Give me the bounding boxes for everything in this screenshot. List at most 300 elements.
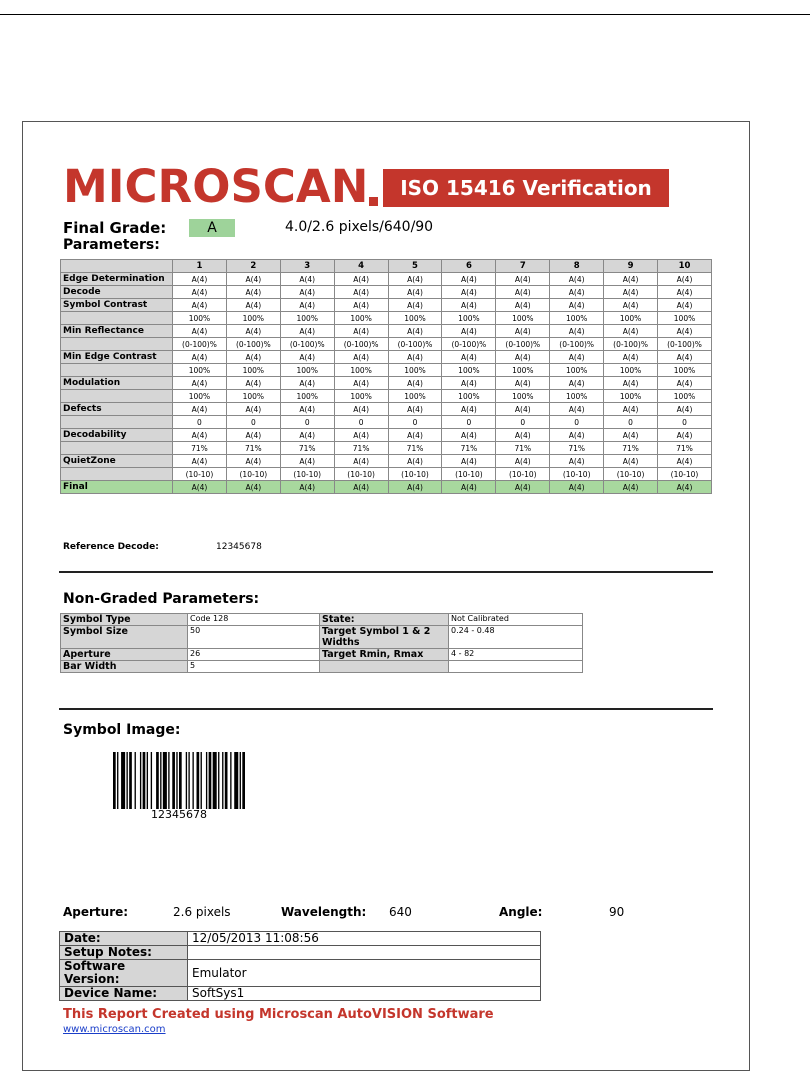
barcode-human-readable: 12345678 [151, 808, 207, 821]
parameter-value: 71% [173, 442, 227, 455]
parameter-value: A(4) [604, 481, 658, 494]
parameter-row [61, 468, 712, 481]
column-header: 9 [604, 260, 658, 273]
barcode-bar [225, 752, 228, 809]
parameter-row [61, 351, 712, 364]
parameter-value: 0 [388, 416, 442, 429]
barcode-bar [129, 752, 132, 809]
parameter-value: 100% [604, 312, 658, 325]
parameter-value: A(4) [496, 403, 550, 416]
barcode-bar [160, 752, 161, 809]
parameter-value: A(4) [604, 351, 658, 364]
parameter-value: A(4) [226, 286, 280, 299]
non-graded-value: Code 128 [188, 614, 320, 626]
parameter-value: A(4) [280, 286, 334, 299]
barcode-bar [143, 752, 146, 809]
column-header: 4 [334, 260, 388, 273]
parameter-value: A(4) [334, 325, 388, 338]
parameter-value: (10-10) [550, 468, 604, 481]
parameter-value: 100% [173, 364, 227, 377]
parameter-value: 71% [280, 442, 334, 455]
barcode-bar [117, 752, 118, 809]
parameter-value: 100% [658, 312, 712, 325]
parameter-value: (0-100)% [173, 338, 227, 351]
parameter-value: A(4) [658, 299, 712, 312]
parameter-value: 71% [442, 442, 496, 455]
barcode-bar [188, 752, 189, 809]
info-label: Setup Notes: [60, 946, 188, 960]
parameter-value: A(4) [226, 299, 280, 312]
parameter-value: 71% [604, 442, 658, 455]
parameter-value: A(4) [658, 403, 712, 416]
parameter-value: A(4) [442, 325, 496, 338]
barcode-bar [230, 752, 231, 809]
barcode-image [113, 752, 245, 809]
parameter-value: 0 [334, 416, 388, 429]
parameter-value: A(4) [550, 481, 604, 494]
barcode-bar [206, 752, 207, 809]
barcode-bar [176, 752, 177, 809]
parameter-value: 100% [496, 312, 550, 325]
parameter-value: A(4) [442, 286, 496, 299]
logo-text: MICROSCAN [63, 160, 369, 213]
info-label: Device Name: [60, 987, 188, 1001]
parameter-value: A(4) [226, 325, 280, 338]
parameter-value: A(4) [173, 299, 227, 312]
parameter-row [61, 416, 712, 429]
parameter-value: A(4) [226, 403, 280, 416]
non-graded-title: Non-Graded Parameters: [63, 591, 260, 607]
parameter-value: A(4) [550, 325, 604, 338]
parameter-value: 100% [388, 390, 442, 403]
parameter-label: Decode [61, 286, 173, 299]
logo-dot [369, 197, 378, 206]
parameter-row [61, 377, 712, 390]
parameter-value: (0-100)% [658, 338, 712, 351]
info-row [60, 987, 541, 1001]
parameter-value: 71% [658, 442, 712, 455]
column-header: 2 [226, 260, 280, 273]
parameter-value: 0 [658, 416, 712, 429]
parameter-value: A(4) [496, 377, 550, 390]
aperture-value: 2.6 pixels [173, 905, 231, 919]
parameters-body [61, 273, 712, 494]
non-graded-row [61, 661, 583, 673]
parameter-value: A(4) [496, 455, 550, 468]
parameter-value: 100% [550, 364, 604, 377]
parameter-label: Min Edge Contrast [61, 351, 173, 364]
parameter-value: (10-10) [604, 468, 658, 481]
parameter-value: (0-100)% [550, 338, 604, 351]
parameter-value: 100% [442, 390, 496, 403]
parameter-value: 0 [604, 416, 658, 429]
parameter-value: A(4) [442, 481, 496, 494]
parameter-value: A(4) [496, 481, 550, 494]
barcode-bar [197, 752, 200, 809]
parameter-value: 100% [442, 312, 496, 325]
parameter-value: (10-10) [334, 468, 388, 481]
parameter-value: 71% [334, 442, 388, 455]
parameter-value: (10-10) [658, 468, 712, 481]
parameter-value: A(4) [280, 325, 334, 338]
reference-decode-value: 12345678 [216, 542, 262, 552]
barcode-bar [234, 752, 238, 809]
non-graded-label: State: [320, 614, 449, 626]
parameter-label: Defects [61, 403, 173, 416]
non-graded-label: Symbol Type [61, 614, 188, 626]
parameter-row [61, 364, 712, 377]
parameter-value: A(4) [604, 299, 658, 312]
parameter-value: A(4) [658, 286, 712, 299]
parameter-value: A(4) [550, 403, 604, 416]
parameter-value: 0 [173, 416, 227, 429]
parameter-value: 71% [496, 442, 550, 455]
barcode-bar [140, 752, 141, 809]
section-divider [59, 708, 713, 710]
parameter-value: A(4) [550, 286, 604, 299]
info-label: Date: [60, 932, 188, 946]
parameter-value: A(4) [226, 455, 280, 468]
parameter-row [61, 286, 712, 299]
parameter-value: A(4) [496, 286, 550, 299]
reference-decode-label: Reference Decode: [63, 542, 159, 552]
parameter-value: A(4) [604, 455, 658, 468]
parameter-value: 100% [550, 312, 604, 325]
parameter-value: A(4) [496, 299, 550, 312]
parameter-value: A(4) [388, 403, 442, 416]
parameter-value: 100% [173, 390, 227, 403]
parameter-value: A(4) [496, 429, 550, 442]
barcode-bar [113, 752, 116, 809]
parameter-label: QuietZone [61, 455, 173, 468]
parameter-value: (10-10) [442, 468, 496, 481]
parameter-row [61, 338, 712, 351]
parameter-value: 100% [388, 312, 442, 325]
parameter-value: 100% [658, 364, 712, 377]
non-graded-label: Aperture [61, 649, 188, 661]
barcode-bar [126, 752, 127, 809]
parameter-label [61, 468, 173, 481]
parameter-value: A(4) [280, 429, 334, 442]
parameters-table [60, 259, 712, 494]
parameter-value: (10-10) [280, 468, 334, 481]
barcode-bar [147, 752, 148, 809]
parameter-value: 100% [334, 390, 388, 403]
non-graded-value: Not Calibrated [449, 614, 583, 626]
parameter-value: (0-100)% [388, 338, 442, 351]
info-value [188, 946, 541, 960]
parameter-value: A(4) [173, 351, 227, 364]
column-header: 8 [550, 260, 604, 273]
parameter-value: A(4) [334, 455, 388, 468]
parameter-value: A(4) [173, 286, 227, 299]
parameter-value: A(4) [550, 351, 604, 364]
parameter-label [61, 312, 173, 325]
parameter-label: Symbol Contrast [61, 299, 173, 312]
non-graded-label [320, 661, 449, 673]
microscan-logo [63, 160, 378, 213]
parameter-value: 100% [604, 364, 658, 377]
non-graded-value: 5 [188, 661, 320, 673]
parameter-row [61, 429, 712, 442]
parameters-header-row [61, 260, 712, 273]
parameter-value: A(4) [226, 351, 280, 364]
barcode-bar [151, 752, 152, 809]
parameter-value: A(4) [658, 481, 712, 494]
wavelength-label: Wavelength: [281, 905, 367, 919]
parameter-label: Edge Determination [61, 273, 173, 286]
parameter-value: 100% [334, 364, 388, 377]
parameter-value: A(4) [658, 325, 712, 338]
parameter-value: A(4) [173, 325, 227, 338]
created-by-text: This Report Created using Microscan AutoVISION Software [63, 1007, 494, 1022]
parameter-value: A(4) [442, 403, 496, 416]
parameter-value: A(4) [334, 481, 388, 494]
parameter-value: A(4) [658, 455, 712, 468]
non-graded-row [61, 626, 583, 649]
parameter-value: (10-10) [388, 468, 442, 481]
info-row [60, 960, 541, 987]
barcode-bar [213, 752, 217, 809]
barcode-bar [240, 752, 241, 809]
parameter-row [61, 325, 712, 338]
column-header: 5 [388, 260, 442, 273]
column-header: 1 [173, 260, 227, 273]
barcode-bar [242, 752, 245, 809]
parameter-value: 0 [496, 416, 550, 429]
parameter-value: A(4) [280, 377, 334, 390]
parameter-value: 100% [173, 312, 227, 325]
parameter-label: Final [61, 481, 173, 494]
parameter-value: A(4) [280, 455, 334, 468]
angle-value: 90 [609, 905, 625, 919]
parameter-value: A(4) [388, 481, 442, 494]
final-grade-label: Final Grade: [63, 219, 167, 237]
parameter-row [61, 273, 712, 286]
parameter-value: A(4) [442, 429, 496, 442]
parameter-value: A(4) [173, 403, 227, 416]
non-graded-label: Bar Width [61, 661, 188, 673]
angle-label: Angle: [499, 905, 543, 919]
parameter-value: A(4) [334, 286, 388, 299]
parameter-row [61, 299, 712, 312]
parameter-label [61, 390, 173, 403]
non-graded-value: 50 [188, 626, 320, 649]
parameter-label: Modulation [61, 377, 173, 390]
parameter-value: A(4) [173, 273, 227, 286]
parameter-label [61, 442, 173, 455]
parameter-value: A(4) [550, 273, 604, 286]
parameter-value: 100% [280, 312, 334, 325]
non-graded-label: Symbol Size [61, 626, 188, 649]
parameter-value: (10-10) [173, 468, 227, 481]
parameter-value: 100% [658, 390, 712, 403]
non-graded-label: Target Symbol 1 & 2 Widths [320, 626, 449, 649]
parameter-value: A(4) [280, 351, 334, 364]
barcode-bar [172, 752, 175, 809]
parameter-value: 100% [280, 390, 334, 403]
parameter-value: A(4) [496, 351, 550, 364]
parameter-value: A(4) [658, 351, 712, 364]
parameter-row [61, 312, 712, 325]
column-header: 7 [496, 260, 550, 273]
parameter-row [61, 481, 712, 494]
parameter-value: A(4) [604, 377, 658, 390]
parameter-value: A(4) [280, 403, 334, 416]
parameter-value: 0 [226, 416, 280, 429]
parameter-value: A(4) [496, 325, 550, 338]
parameter-value: A(4) [334, 299, 388, 312]
parameter-value: A(4) [442, 299, 496, 312]
parameter-value: A(4) [550, 455, 604, 468]
parameter-value: A(4) [226, 481, 280, 494]
aperture-label: Aperture: [63, 905, 129, 919]
parameter-value: A(4) [388, 286, 442, 299]
report-page [22, 121, 750, 1071]
parameter-value: A(4) [442, 351, 496, 364]
barcode-bar [135, 752, 136, 809]
parameter-value: 100% [334, 312, 388, 325]
info-label: Software Version: [60, 960, 188, 987]
parameter-row [61, 455, 712, 468]
non-graded-row [61, 614, 583, 626]
parameter-label [61, 416, 173, 429]
parameter-value: 71% [388, 442, 442, 455]
parameter-row [61, 390, 712, 403]
parameter-value: A(4) [173, 429, 227, 442]
parameter-value: 100% [226, 312, 280, 325]
parameter-value: 0 [550, 416, 604, 429]
barcode-bar [218, 752, 219, 809]
parameter-value: 100% [388, 364, 442, 377]
non-graded-value: 26 [188, 649, 320, 661]
parameter-value: 100% [442, 364, 496, 377]
wavelength-value: 640 [389, 905, 412, 919]
report-title: ISO 15416 Verification Report [383, 169, 669, 207]
parameter-value: A(4) [658, 377, 712, 390]
parameter-value: A(4) [334, 377, 388, 390]
parameter-value: 100% [496, 364, 550, 377]
parameter-row [61, 403, 712, 416]
barcode-bar [156, 752, 159, 809]
parameter-value: (0-100)% [496, 338, 550, 351]
parameter-value: (0-100)% [604, 338, 658, 351]
parameter-value: A(4) [173, 377, 227, 390]
final-grade-detail: 4.0/2.6 pixels/640/90 [285, 219, 434, 235]
parameter-value: (10-10) [226, 468, 280, 481]
parameter-label: Decodability [61, 429, 173, 442]
parameter-value: 0 [442, 416, 496, 429]
barcode-bar [179, 752, 182, 809]
parameter-value: (0-100)% [280, 338, 334, 351]
parameter-value: A(4) [173, 481, 227, 494]
parameter-value: A(4) [388, 429, 442, 442]
parameter-value: A(4) [442, 273, 496, 286]
section-divider [59, 571, 713, 573]
parameter-value: 100% [280, 364, 334, 377]
barcode-bar [222, 752, 223, 809]
top-divider [0, 14, 810, 15]
parameter-value: A(4) [334, 351, 388, 364]
parameter-value: A(4) [604, 286, 658, 299]
parameter-value: A(4) [388, 377, 442, 390]
parameter-value: 100% [496, 390, 550, 403]
non-graded-value [449, 661, 583, 673]
parameter-value: A(4) [388, 351, 442, 364]
barcode-bar [186, 752, 187, 809]
non-graded-value: 4 - 82 [449, 649, 583, 661]
parameter-value: A(4) [442, 455, 496, 468]
parameter-value: 100% [550, 390, 604, 403]
parameter-value: A(4) [550, 429, 604, 442]
parameter-value: A(4) [280, 299, 334, 312]
barcode-bar [121, 752, 125, 809]
parameter-value: A(4) [226, 429, 280, 442]
parameter-value: A(4) [658, 273, 712, 286]
info-row [60, 946, 541, 960]
barcode-bar [201, 752, 202, 809]
parameter-value: A(4) [173, 455, 227, 468]
barcode-bar [192, 752, 193, 809]
parameter-row [61, 442, 712, 455]
parameter-value: A(4) [334, 403, 388, 416]
parameter-value: 71% [550, 442, 604, 455]
info-value: Emulator [188, 960, 541, 987]
parameter-value: A(4) [604, 325, 658, 338]
parameter-value: A(4) [226, 273, 280, 286]
non-graded-row [61, 649, 583, 661]
parameter-value: (0-100)% [334, 338, 388, 351]
parameter-value: (0-100)% [226, 338, 280, 351]
parameter-label: Min Reflectance [61, 325, 173, 338]
parameter-value: A(4) [388, 299, 442, 312]
parameter-value: A(4) [604, 273, 658, 286]
parameter-value: A(4) [658, 429, 712, 442]
column-header: 6 [442, 260, 496, 273]
parameter-value: A(4) [334, 273, 388, 286]
parameter-value: A(4) [388, 455, 442, 468]
column-header: 3 [280, 260, 334, 273]
parameter-value: A(4) [280, 481, 334, 494]
final-grade-badge: A [189, 219, 235, 237]
non-graded-value: 0.24 - 0.48 [449, 626, 583, 649]
microscan-link[interactable]: www.microscan.com [63, 1024, 166, 1035]
column-header: 10 [658, 260, 712, 273]
parameter-value: A(4) [604, 429, 658, 442]
parameter-value: 0 [280, 416, 334, 429]
parameters-title: Parameters: [63, 237, 160, 253]
parameter-value: 100% [226, 364, 280, 377]
parameter-value: (10-10) [496, 468, 550, 481]
parameter-value: A(4) [388, 273, 442, 286]
parameter-value: A(4) [280, 273, 334, 286]
parameter-value: 71% [226, 442, 280, 455]
symbol-image-title: Symbol Image: [63, 722, 181, 738]
parameters-corner [61, 260, 173, 273]
parameter-value: A(4) [550, 377, 604, 390]
barcode-bar [168, 752, 169, 809]
parameter-value: 100% [604, 390, 658, 403]
parameter-value: A(4) [442, 377, 496, 390]
non-graded-label: Target Rmin, Rmax [320, 649, 449, 661]
parameter-value: (0-100)% [442, 338, 496, 351]
non-graded-table [60, 613, 583, 673]
parameter-value: A(4) [604, 403, 658, 416]
report-info-table [59, 931, 541, 1001]
barcode-bar [209, 752, 212, 809]
parameter-value: A(4) [334, 429, 388, 442]
parameter-label [61, 364, 173, 377]
